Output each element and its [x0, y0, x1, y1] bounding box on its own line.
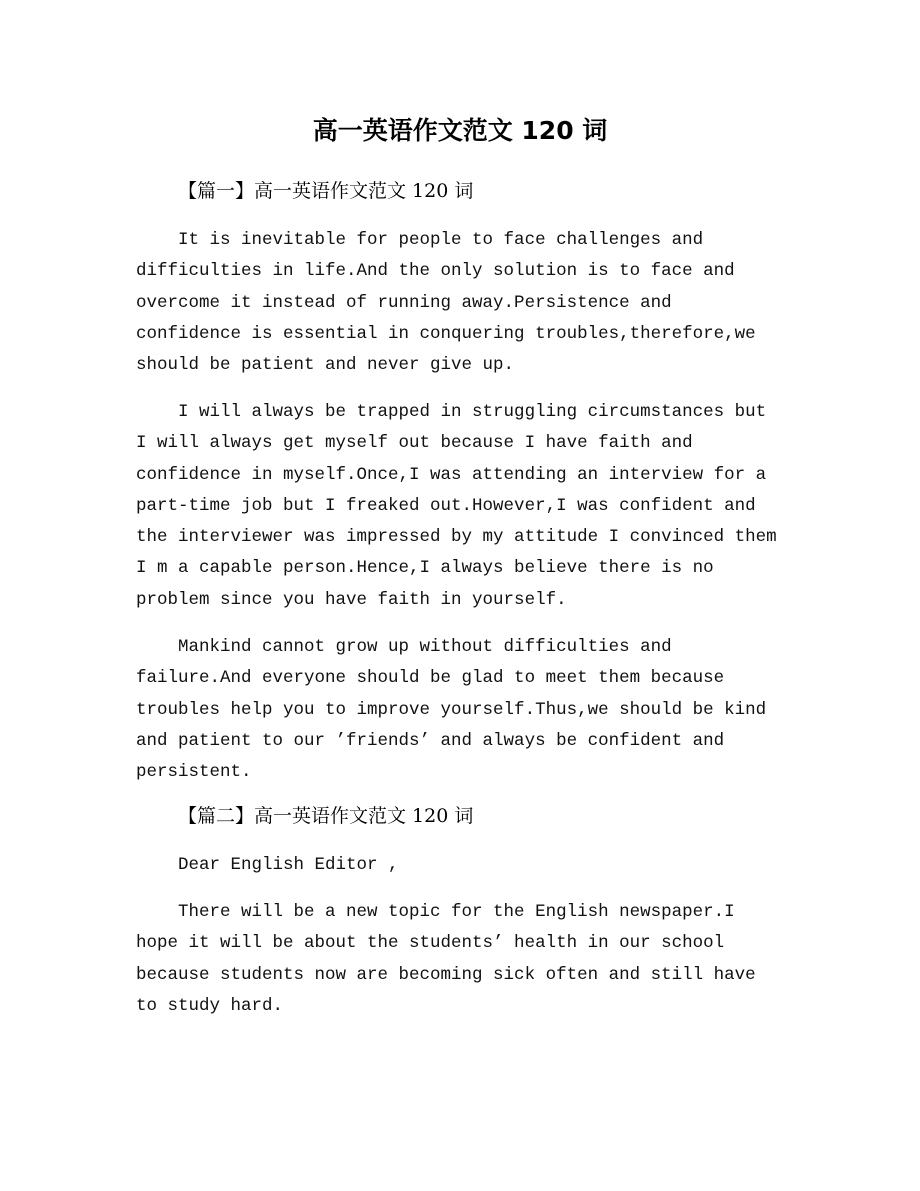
paragraph: Dear English Editor , — [136, 855, 399, 875]
page-title: 高一英语作文范文 120 词 — [312, 116, 608, 145]
paragraph: Mankind cannot grow up without difficulties and failure.And everyone should be glad to meet them because troubles help you to improve yourself.Thus,we should be kind and patient to our ’friends’ and always be confident and persistent. — [136, 637, 767, 783]
paragraph: It is inevitable for people to face challenges and difficulties in life.And the only solution is to face and overcome it instead of running away.Persistence and confidence is essential in conquering troubles,therefore,we should be patient and never give up. — [136, 230, 756, 376]
section-heading-1: 【篇一】高一英语作文范文 120 词 — [178, 180, 474, 202]
paragraph: There will be a new topic for the English newspaper.I hope it will be about the students’ health in our school because students now are becoming sick often and still have to study hard. — [136, 902, 756, 1016]
paragraph: I will always be trapped in struggling circumstances but I will always get myself out because I have faith and confidence in myself.Once,I was attending an interview for a part-time job but I freaked out.However,I was confident and the interviewer was impressed by my attitude I convinced them I m a capable person.Hence,I always believe there is no problem since you have faith in yourself. — [136, 402, 777, 610]
section-heading-2: 【篇二】高一英语作文范文 120 词 — [178, 805, 474, 827]
